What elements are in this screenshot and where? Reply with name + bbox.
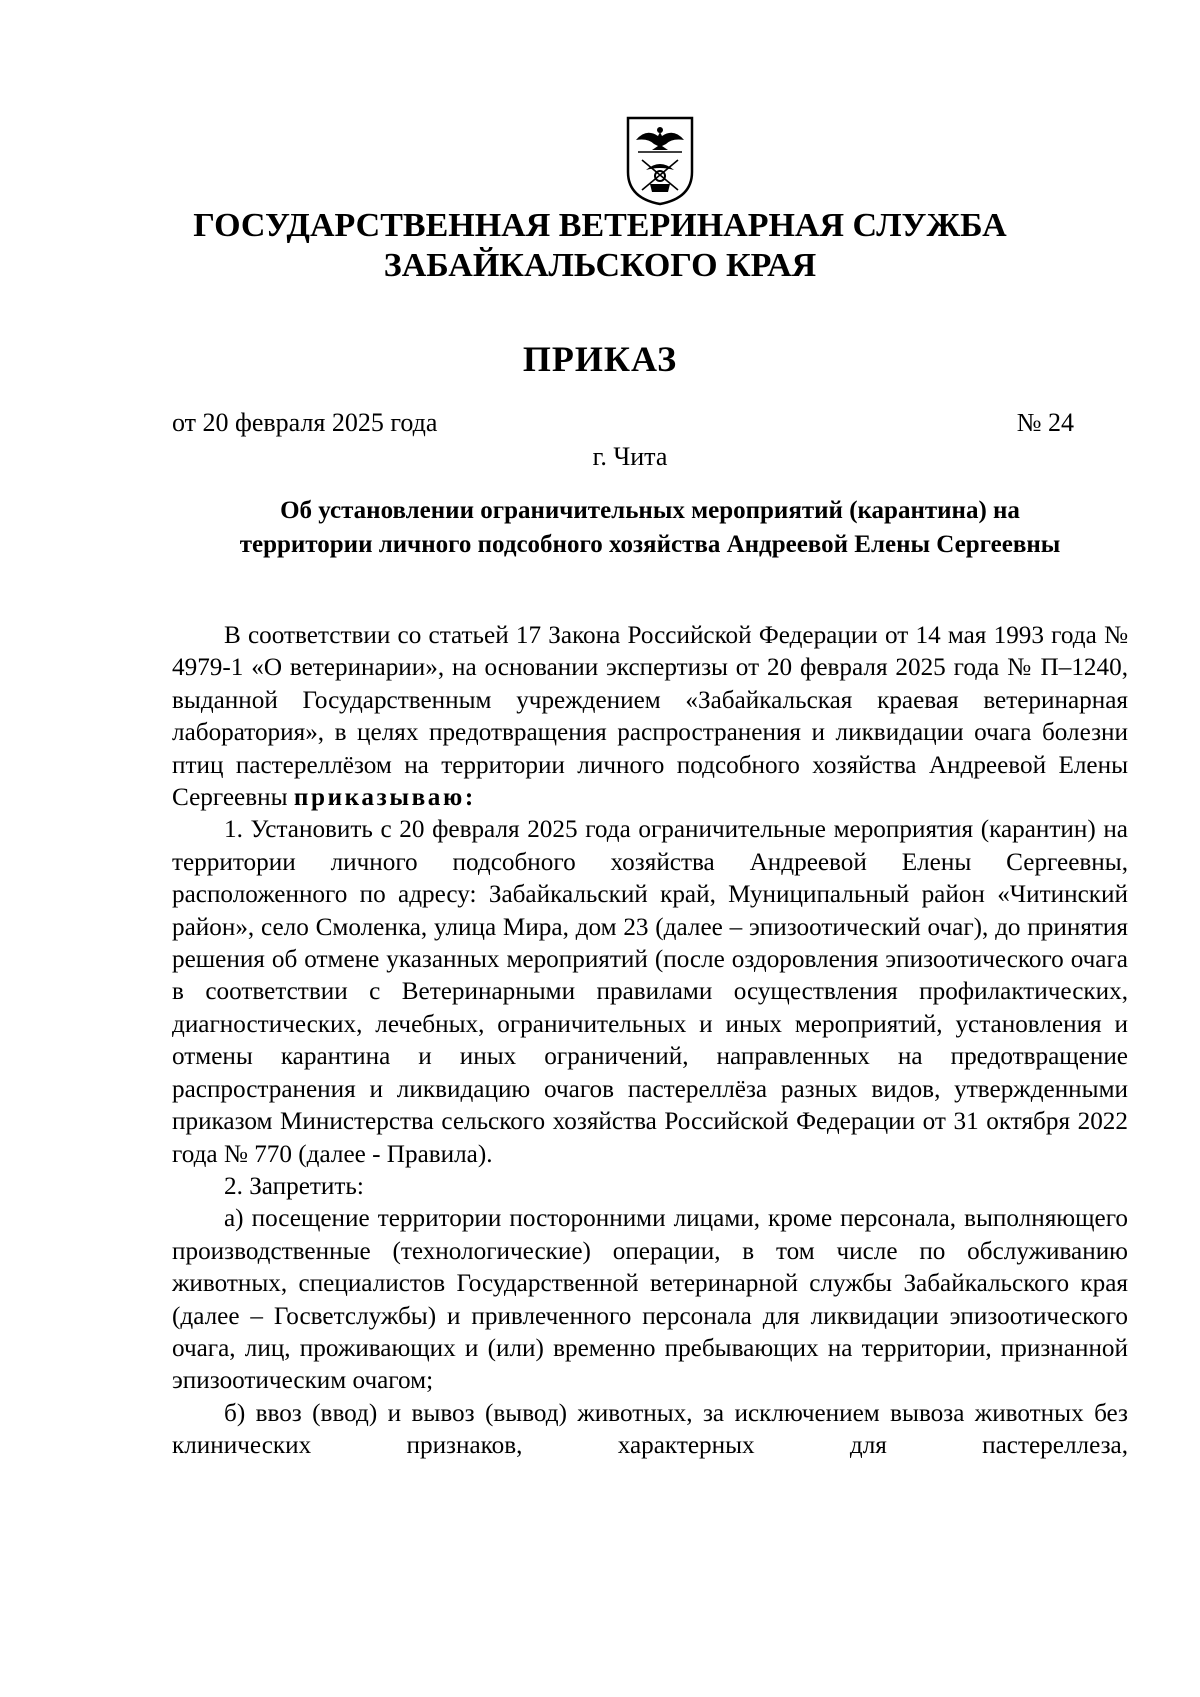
organization-name-line1: ГОСУДАРСТВЕННАЯ ВЕТЕРИНАРНАЯ СЛУЖБА xyxy=(193,207,1007,244)
document-body xyxy=(172,620,1128,1463)
document-subject xyxy=(160,494,1140,562)
preamble-paragraph xyxy=(172,620,1128,814)
organization-name-line2: ЗАБАЙКАЛЬСКОГО КРАЯ xyxy=(383,247,817,284)
item-1-paragraph: 1. Установить с 20 февраля 2025 года ограничительные мероприятия (карантин) на территории личного подсобного хозяйства Андреевой Елены Сергеевны, расположенного по адресу: Забайкальский край, Муниципальный район «Читинский район», село Смоленка, улица Мира, дом 23 (далее – эпизоотический очаг), до принятия решения об отмене указанных мероприятий (после оздоровления эпизоотического очага в соответствии с Ветеринарными правилами осуществления профилактических, диагностических, лечебных, ограничительных и иных мероприятий, установления и отмены карантина и иных ограничений, направленных на предотвращение распространения и ликвидацию очагов пастереллёза разных видов, утвержденными приказом Министерства сельского хозяйства Российской Федерации от 31 октября 2022 года № 770 (далее - Правила). xyxy=(172,816,1128,1168)
order-word: приказываю: xyxy=(293,784,476,812)
preamble-text: В соответствии со статьей 17 Закона Российской Федерации от 14 мая 1993 года № 4979-1 «О ветеринарии», на основании экспертизы от 20 февраля 2025 года № П–1240, выданной Государственным учреждением «Забайкальская краевая ветеринарная лаборатория», в целях предотвращения распространения и ликвидации очага болезни птиц пастереллёзом на территории личного подсобного хозяйства Андреевой Елены Сергеевны xyxy=(172,622,1128,812)
item-2a-paragraph: а) посещение территории посторонними лицами, кроме персонала, выполняющего производственные (технологические) операции, в том числе по обслуживанию животных, специалистов Государственной ветеринарной службы Забайкальского края (далее – Госветслужбы) и привлеченного персонала для ликвидации эпизоотического очага, лиц, проживающих и (или) временно пребывающих на территории, признанной эпизоотическим очагом; xyxy=(172,1205,1128,1395)
document-type: ПРИКАЗ xyxy=(522,339,678,379)
document-city: г. Чита xyxy=(592,442,668,471)
subject-line1: Об установлении ограничительных мероприятий (карантина) на xyxy=(280,497,1020,524)
subject-line2: территории личного подсобного хозяйства Андреевой Елены Сергеевны xyxy=(239,531,1061,558)
item-2-paragraph: 2. Запретить: xyxy=(224,1172,364,1200)
coat-of-arms-icon xyxy=(624,114,696,206)
document-number: № 24 xyxy=(1016,408,1074,437)
item-2b-paragraph: б) ввоз (ввод) и вывоз (вывод) животных, за исключением вывоза животных без клинических признаков, характерных для пастереллеза, xyxy=(172,1399,1128,1460)
document-date: от 20 февраля 2025 года xyxy=(172,408,438,437)
